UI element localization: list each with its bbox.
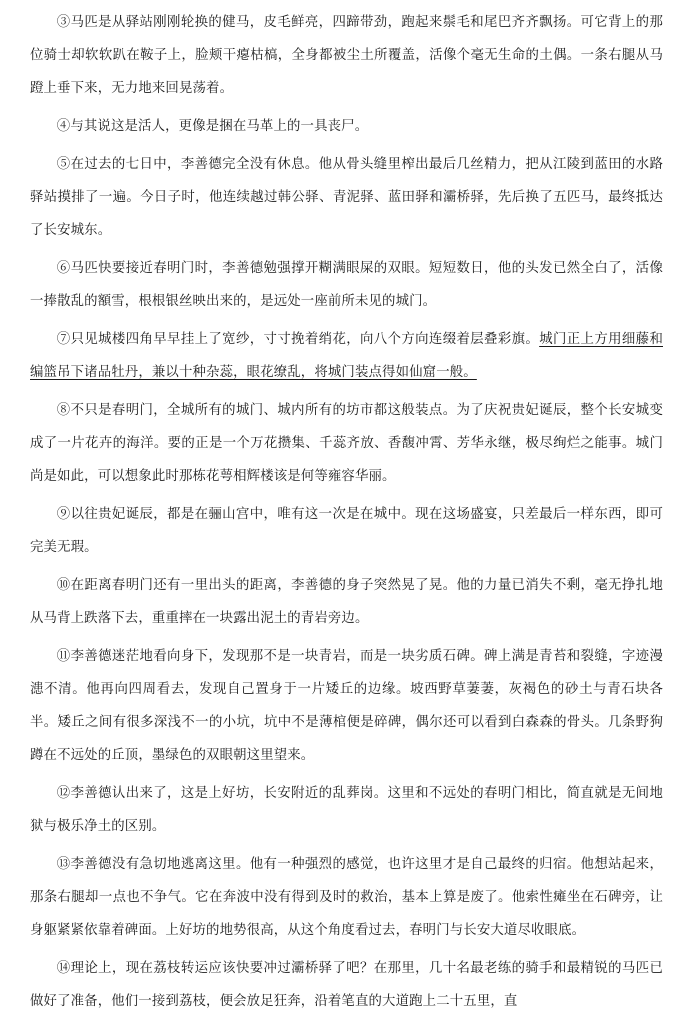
paragraph-14-text: ⑭理论上，现在荔枝转运应该快要冲过灞桥驿了吧？在那里，几十名最老练的骑手和最精锐的马匹已做好了准备，他们一接到荔枝，便会放足狂奔，沿着笔直的大道跑上二十五里，直 — [30, 961, 663, 1009]
paragraph-4-text: ④与其说这是活人，更像是捆在马革上的一具丧尸。 — [56, 119, 369, 134]
paragraph-9-text: ⑨以往贵妃诞辰，都是在骊山宫中，唯有这一次是在城中。现在这场盛宴，只差最后一样东西，即可完美无瑕。 — [30, 507, 663, 555]
paragraph-12 — [30, 777, 663, 843]
paragraph-10 — [30, 569, 663, 635]
paragraph-11 — [30, 640, 663, 772]
paragraph-6 — [30, 252, 663, 318]
paragraph-3-text: ③马匹是从驿站刚刚轮换的健马，皮毛鲜亮，四蹄带劲，跑起来鬃毛和尾巴齐齐飘扬。可它背上的那位骑士却软软趴在鞍子上，脸颊干瘪枯槁，全身都被尘土所覆盖，活像个毫无生命的土偶。一条右腿从马蹬上垂下来，无力地来回晃荡着。 — [30, 15, 663, 96]
paragraph-9 — [30, 498, 663, 564]
paragraph-7-underlined-text: 城门正上方用细藤和编篮吊下诸品牡丹，兼以十种杂蕊，眼花缭乱，将城门装点得如仙窟一般。 — [30, 332, 663, 380]
paragraph-6-text: ⑥马匹快要接近春明门时，李善德勉强撑开糊满眼屎的双眼。短短数日，他的头发已然全白了，活像一捧散乱的額雪，根根银丝映出来的，是远处一座前所未见的城门。 — [30, 261, 663, 309]
paragraph-13-text: ⑬李善德没有急切地逃离这里。他有一种强烈的感觉，也许这里才是自己最终的归宿。他想站起来，那条右腿却一点也不争气。它在奔波中没有得到及时的救治，基本上算是废了。他索性瘫坐在石碑旁，让身躯紧紧依靠着碑面。上好坊的地势很高，从这个角度看过去，春明门与长安大道尽收眼底。 — [30, 857, 663, 938]
paragraph-4 — [30, 110, 663, 143]
paragraph-3 — [30, 6, 663, 105]
paragraph-5 — [30, 148, 663, 247]
paragraph-11-text: ⑪李善德迷茫地看向身下，发现那不是一块青岩，而是一块劣质石碑。碑上满是青苔和裂缝，字迹漫漶不清。他再向四周看去，发现自己置身于一片矮丘的边缘。坡西野草萋萋，灰褐色的砂土与青石块各半。矮丘之间有很多深浅不一的小坑，坑中不是薄棺便是碎碑，偶尔还可以看到白森森的骨头。几条野狗蹲在不远处的丘顶，墨绿色的双眼朝这里望来。 — [30, 649, 663, 763]
paragraph-8-text: ⑧不只是春明门，全城所有的城门、城内所有的坊市都这般装点。为了庆祝贵妃诞辰，整个长安城变成了一片花卉的海洋。要的正是一个万花攒集、千蕊齐放、香馥冲霄、芳华永继，极尽绚烂之能事。城门尚是如此，可以想象此时那栋花萼相辉楼该是何等雍容华丽。 — [30, 403, 663, 484]
paragraph-14 — [30, 952, 663, 1018]
paragraph-13 — [30, 848, 663, 947]
paragraph-7 — [30, 323, 663, 389]
paragraph-7-text: ⑦只见城楼四角早早挂上了宽纱，寸寸挽着绡花，向八个方向连缀着层叠彩旗。 — [56, 332, 540, 347]
paragraph-5-text: ⑤在过去的七日中，李善德完全没有休息。他从骨头缝里榨出最后几丝精力，把从江陵到蓝田的水路驿站摸排了一遍。今日子时，他连续越过韩公驿、青泥驿、蓝田驿和灞桥驿，先后换了五匹马，最终抵达了长安城东。 — [30, 157, 663, 238]
paragraph-10-text: ⑩在距离春明门还有一里出头的距离，李善德的身子突然晃了晃。他的力量已消失不剩，毫无挣扎地从马背上跌落下去，重重摔在一块露出泥土的青岩旁边。 — [30, 578, 663, 626]
paragraph-12-text: ⑫李善德认出来了，这是上好坊，长安附近的乱葬岗。这里和不远处的春明门相比，简直就是无间地狱与极乐净土的区别。 — [30, 786, 663, 834]
paragraph-8 — [30, 394, 663, 493]
